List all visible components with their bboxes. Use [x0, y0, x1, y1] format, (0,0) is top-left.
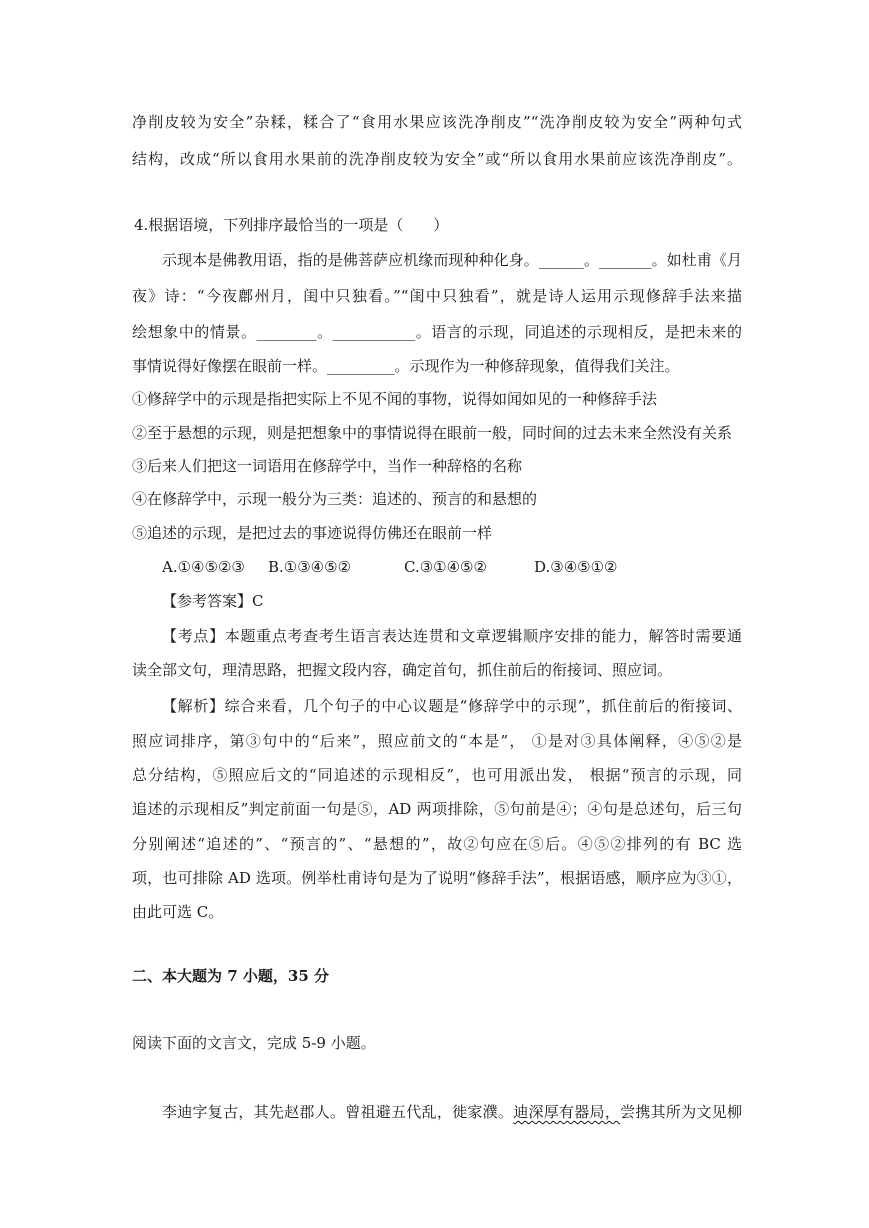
- classical-passage-line-1: [162, 1102, 742, 1122]
- passage-line-4: 事情说得好像摆在眼前一样。_________。示现作为一种修辞现象，值得我们关注。: [132, 357, 680, 375]
- option-a: A.①④⑤②③: [162, 558, 245, 576]
- sentence-5: ⑤追述的示现，是把过去的事迹说得仿佛还在眼前一样: [132, 524, 493, 542]
- jiexi-line-2: 照应词排序，第③句中的“后来”，照应前文的“本是”， ①是对③具体阐释，④⑤②是: [132, 732, 742, 750]
- option-c: C.③①④⑤②: [404, 558, 487, 576]
- passage-text-start: 李迪字复古，其先赵郡人。曾祖避五代乱，徙家濮。: [162, 1103, 514, 1121]
- sentence-4: ④在修辞学中，示现一般分为三类：追述的、预言的和悬想的: [132, 490, 538, 508]
- reference-answer: 【参考答案】C: [162, 592, 264, 610]
- sentence-3: ③后来人们把这一词语用在修辞学中，当作一种辞格的名称: [132, 457, 523, 475]
- jiexi-line-5: 分别阐述“追述的”、“预言的”、“悬想的”，故②句应在⑤后。④⑤②排列的有 BC 选: [132, 835, 742, 853]
- passage-underlined-phrase: 迪深厚有器局，: [513, 1103, 621, 1121]
- jiexi-line-6: 项，也可排除 AD 选项。例举杜甫诗句是为了说明“修辞手法”，根据语感，顺序应为③①，: [132, 869, 742, 887]
- jiexi-line-1: 【解析】综合来看，几个句子的中心议题是“修辞学中的示现”，抓住前后的衔接词、: [162, 697, 742, 715]
- sentence-1: ①修辞学中的示现是指把实际上不见不闻的事物，说得如闻如见的一种修辞手法: [132, 390, 658, 408]
- question-4-stem: 4.根据语境，下列排序最恰当的一项是（ ）: [134, 216, 449, 234]
- kaodian-line-2: 读全部文句，理清思路，把握文段内容，确定首句，抓住前后的衔接词、照应词。: [132, 661, 673, 679]
- passage-line-3: 绘想象中的情景。________。___________。语言的示现，同追述的示现相反，是把未来的: [132, 323, 742, 341]
- jiexi-line-7: 由此可选 C。: [132, 903, 224, 921]
- section-2-instruction: 阅读下面的文言文，完成 5-9 小题。: [132, 1034, 376, 1052]
- sentence-2: ②至于悬想的示现，则是把想象中的事情说得在眼前一般，同时间的过去未来全然没有关系: [132, 424, 733, 442]
- passage-line-2: 夜》诗：“今夜鄜州月，闺中只独看。”“闺中只独看”，就是诗人运用示现修辞手法来描: [132, 287, 742, 305]
- option-d: D.③④⑤①②: [534, 558, 618, 576]
- section-2-heading: 二、本大题为 7 小题，35 分: [132, 967, 329, 985]
- jiexi-line-4: 追述的示现相反”判定前面一句是⑤，AD 两项排除，⑤句前是④；④句是总述句，后三句: [132, 800, 742, 818]
- intro-line-2: 结构，改成“所以食用水果前的洗净削皮较为安全”或“所以食用水果前应该洗净削皮”。: [132, 150, 742, 168]
- intro-line-1: 净削皮较为安全”杂糅，糅合了“食用水果应该洗净削皮”“洗净削皮较为安全”两种句式: [132, 113, 742, 131]
- passage-line-1: 示现本是佛教用语，指的是佛菩萨应机缘而现种种化身。______。_______。如杜甫《月: [162, 251, 742, 269]
- kaodian-line-1: 【考点】本题重点考查考生语言表达连贯和文章逻辑顺序安排的能力，解答时需要通: [162, 627, 742, 645]
- passage-text-end: 尝携其所为文见柳: [620, 1103, 742, 1121]
- jiexi-line-3: 总分结构，⑤照应后文的“同追述的示现相反”，也可用派出发， 根据“预言的示现，同: [132, 766, 742, 784]
- answer-options: [162, 557, 742, 577]
- option-b: B.①③④⑤②: [268, 558, 352, 576]
